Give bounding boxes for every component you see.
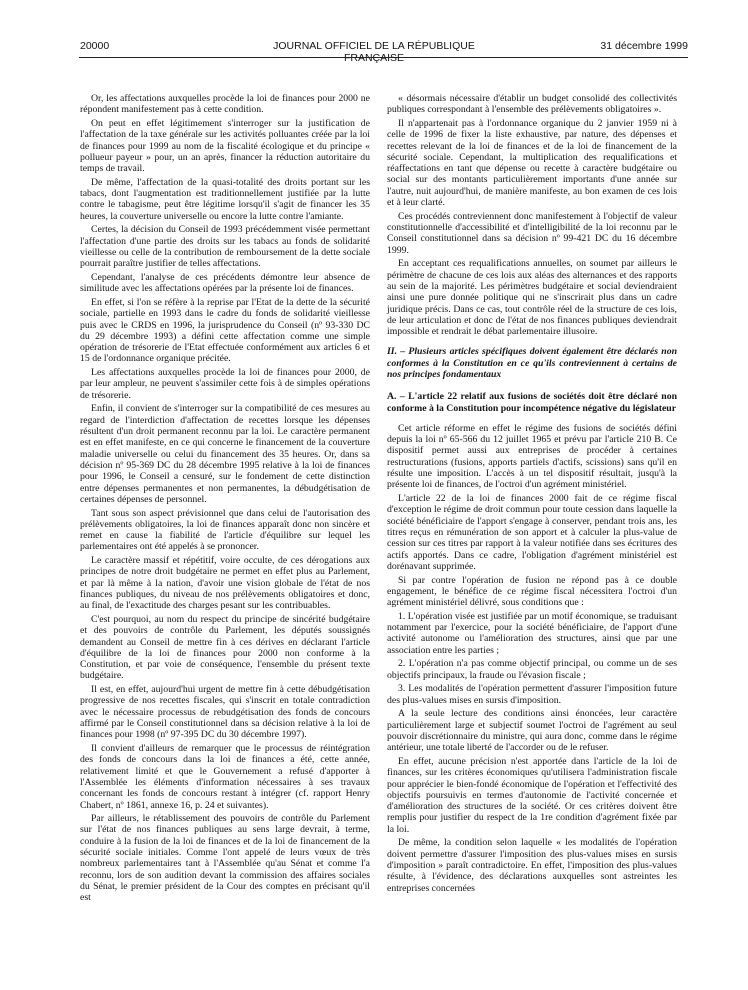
paragraph: Cependant, l'analyse de ces précédents démontre leur absence de similitude avec les affectations opérées par la présente loi de finances. xyxy=(80,272,370,295)
journal-title: JOURNAL OFFICIEL DE LA RÉPUBLIQUE FRANÇAISE xyxy=(273,40,475,64)
paragraph: Ces procédés contreviennent donc manifestement à l'objectif de valeur constitutionnelle d'accessibilité et d'intelligibilité de la loi reconnu par le Conseil constitutionnel dans sa décision nº 99-421 DC du 16 décembre 1999. xyxy=(387,210,677,256)
paragraph: De même, l'affectation de la quasi-totalité des droits portant sur les tabacs, dont l'augmentation est traditionnellement justifiée par la lutte contre le tabagisme, peut être légitime lorsqu'il s'agit de financer les 35 heures, la couverture universelle ou encore la lutte contre l'amiante. xyxy=(80,176,370,222)
paragraph: C'est pourquoi, au nom du respect du principe de sincérité budgétaire et des pouvoirs de contrôle du Parlement, les députés soussignés demandent au Conseil de mettre fin à ces dérives en déclarant l'article d'équilibre de la loi de finances pour 2000 non conforme à la Constitution, et par voie de conséquence, l'ensemble du présent texte budgétaire. xyxy=(80,613,370,682)
condition-item: 2. L'opération n'a pas comme objectif principal, ou comme un de ses objectifs principaux, la fraude ou l'évasion fiscale ; xyxy=(387,658,677,681)
paragraph: Il est, en effet, aujourd'hui urgent de mettre fin à cette débudgétisation progressive de nos recettes fiscales, qui s'inscrit en totale contradiction avec le nécessaire processus de rebudgétisation des fonds de concours affirmé par le Conseil constitutionnel dans sa décision relative à la loi de finances pour 1998 (nº 97-395 DC du 30 décembre 1997). xyxy=(80,684,370,741)
paragraph: Si par contre l'opération de fusion ne répond pas à ce double engagement, le bénéfice de ce régime fiscal nécessitera l'octroi d'un agrément ministériel délivré, sous conditions que : xyxy=(387,574,677,609)
paragraph: Enfin, il convient de s'interroger sur la compatibilité de ces mesures au regard de l'interdiction d'affectation de recettes lorsque les dépenses résultent d'un droit permanent reconnu par la loi. Le caractère permanent est en effet manifeste, en ce qui concerne le financement de la couverture maladie universelle ou celui du financement des 35 heures. Or, dans sa décision nº 95-369 DC du 28 décembre 1995 relative à la loi de finances pour 1996, le Conseil a censuré, sur le fondement de cette distinction entre dépenses permanentes et non permanentes, la débudgétisation de certaines dépenses de personnel. xyxy=(80,403,370,505)
header-rule xyxy=(79,57,688,58)
section-heading: II. – Plusieurs articles spécifiques doivent également être déclarés non conformes à la Constitution en ce qu'ils contreviennent à certains de nos principes fondamentaux xyxy=(387,346,677,380)
paragraph: Le caractère massif et répétitif, voire occulte, de ces dérogations aux principes de notre droit budgétaire ne permet en effet plus au Parlement, et par là même à la nation, d'avoir une vision globale de l'état de nos finances publiques, du niveau de nos prélèvements obligatoires et donc, au final, de l'exactitude des charges pesant sur les contribuables. xyxy=(80,555,370,612)
paragraph: En effet, aucune précision n'est apportée dans l'article de la loi de finances, sur les critères économiques qu'utilisera l'administration fiscale pour apprécier le bien-fondé économique de l'opération et l'effectivité des objectifs poursuivis en termes d'autonomie de l'activité concernée et d'amélioration des structures de la société. Or ces critères doivent être remplis pour justifier du respect de la 1re condition d'agrément fixée par la loi. xyxy=(387,755,677,835)
publication-date: 31 décembre 1999 xyxy=(600,40,688,52)
paragraph: Il convient d'ailleurs de remarquer que le processus de réintégration des fonds de concours dans la loi de finances a été, cette année, relativement limité et que le Gouvernement a refusé d'apporter à l'Assemblée les éléments d'information nécessaires à ses travaux concernant les fonds de concours restant à intégrer (cf. rapport Henry Chabert, nº 1861, annexe 16, p. 24 et suivantes). xyxy=(80,743,370,811)
paragraph: On peut en effet légitimement s'interroger sur la justification de l'affectation de la taxe générale sur les activités polluantes créée par la loi de finances pour 1999 au nom de la fiscalité écologique et du principe « pollueur payeur » pour, un an après, financer la réduction autoritaire du temps de travail. xyxy=(80,117,370,175)
subsection-heading: A. – L'article 22 relatif aux fusions de sociétés doit être déclaré non conforme à la Constitution pour incompétence négative du législateur xyxy=(387,391,677,414)
paragraph: Les affectations auxquelles procède la loi de finances pour 2000, de par leur ampleur, ne peuvent s'assimiler cette fois à de simples opérations de trésorerie. xyxy=(80,367,370,401)
paragraph: Certes, la décision du Conseil de 1993 précédemment visée permettant l'affectation d'une partie des droits sur les tabacs au fonds de solidarité vieillesse ou celle de la contribution de remboursement de la dette sociale pourrait paraître justifier de telles affectations. xyxy=(80,224,370,270)
paragraph: A la seule lecture des conditions ainsi énoncées, leur caractère particulièrement large et subjectif soumet l'octroi de l'agrément au seul pouvoir discrétionnaire du ministre, qui aura donc, comme dans le régime antérieur, une totale liberté de l'accorder ou de le refuser. xyxy=(387,708,677,754)
condition-item: 3. Les modalités de l'opération permettent d'assurer l'imposition future des plus-values mises en sursis d'imposition. xyxy=(387,683,677,706)
page-number: 20000 xyxy=(80,40,110,52)
paragraph: En effet, si l'on se réfère à la reprise par l'Etat de la dette de la sécurité sociale, partielle en 1993 dans le cadre du fonds de solidarité vieillesse puis avec le CRDS en 1996, la jurisprudence du Conseil (nº 93-330 DC du 29 décembre 1993) a défini cette affectation comme une simple opération de trésorerie de l'Etat effectuée conformément aux articles 6 et 15 de l'ordonnance organique précitée. xyxy=(80,297,370,365)
paragraph: Tant sous son aspect prévisionnel que dans celui de l'autorisation des prélèvements obligatoires, la loi de finances apparaît donc non sincère et remet en cause la fiabilité de l'article d'équilibre sur lequel les parlementaires ont été appelés à se prononcer. xyxy=(80,507,370,553)
right-column xyxy=(387,93,677,896)
page-header xyxy=(0,40,748,64)
paragraph: L'article 22 de la loi de finances 2000 fait de ce régime fiscal d'exception le régime de droit commun pour toute cession dans laquelle la société bénéficiaire de l'apport s'engage à conserver, pendant trois ans, les titres reçus en rémunération de son apport et à calculer la plus-value de cession sur ces titres par rapport à la valeur notifiée dans ses écritures des actifs apportés. Dans ce cadre, l'obligation d'agrément ministériel est dorénavant supprimée. xyxy=(387,493,677,572)
paragraph: De même, la condition selon laquelle « les modalités de l'opération doivent permettre d'assurer l'imposition des plus-values mises en sursis d'imposition » paraît contradictoire. En effet, l'imposition des plus-values résulte, à l'évidence, des déclarations auxquelles sont astreintes les entreprises concernées xyxy=(387,837,677,894)
paragraph: Il n'appartenait pas à l'ordonnance organique du 2 janvier 1959 ni à celle de 1996 de fixer la liste exhaustive, par nature, des dépenses et recettes relevant de la loi de finances et de la loi de financement de la sécurité sociale. Cependant, la multiplication des requalifications et réaffectations en tant que dépense ou recette à caractère budgétaire ou social sur des montants particulièrement importants d'une année sur l'autre, nuit aujourd'hui, de manière manifeste, au bon examen de ces lois et à leur clarté. xyxy=(387,117,677,209)
condition-item: 1. L'opération visée est justifiée par un motif économique, se traduisant notamment par l'exercice, pour la société bénéficiaire, de l'apport d'une activité autonome ou l'amélioration des structures, ainsi que par une association entre les parties ; xyxy=(387,610,677,656)
paragraph: Par ailleurs, le rétablissement des pouvoirs de contrôle du Parlement sur l'état de nos finances publiques au sens large devrait, à terme, conduire à la fusion de la loi de finances et de la loi de financement de la sécurité sociale initiales. Comme l'ont appelé de leurs vœux de très nombreux parlementaires tant à l'Assemblée qu'au Sénat et comme l'a reconnu, lors de son audition devant la commission des affaires sociales du Sénat, le premier président de la Cour des comptes en précisant qu'il est xyxy=(80,813,370,904)
paragraph: Cet article réforme en effet le régime des fusions de sociétés défini depuis la loi nº 65-566 du 12 juillet 1965 et prévu par l'article 210 B. Ce dispositif permet aussi aux entreprises de procéder à certaines restructurations (fusions, apports partiels d'actifs, scissions) sans qu'il en résulte une imposition. L'accès à un tel dispositif résultait, jusqu'à la présente loi de finances, de l'octroi d'un agrément ministériel. xyxy=(387,422,677,491)
left-column xyxy=(80,93,370,906)
paragraph: « désormais nécessaire d'établir un budget consolidé des collectivités publiques correspondant à l'ensemble des prélèvements obligatoires ». xyxy=(387,93,677,116)
paragraph: En acceptant ces requalifications annuelles, on soumet par ailleurs le périmètre de chacune de ces lois aux aléas des alternances et des rapports au sein de la majorité. Les périmètres budgétaire et social deviendraient ainsi une pure donnée politique qui ne s'inscrirait plus dans un cadre juridique précis. Dans ce cas, tout contrôle réel de la structure de ces lois, de leur articulation et donc de l'état de nos finances publiques deviendrait impossible et rendrait le débat parlementaire illusoire. xyxy=(387,258,677,338)
paragraph: Or, les affectations auxquelles procède la loi de finances pour 2000 ne répondent manifestement pas à cette condition. xyxy=(80,93,370,116)
